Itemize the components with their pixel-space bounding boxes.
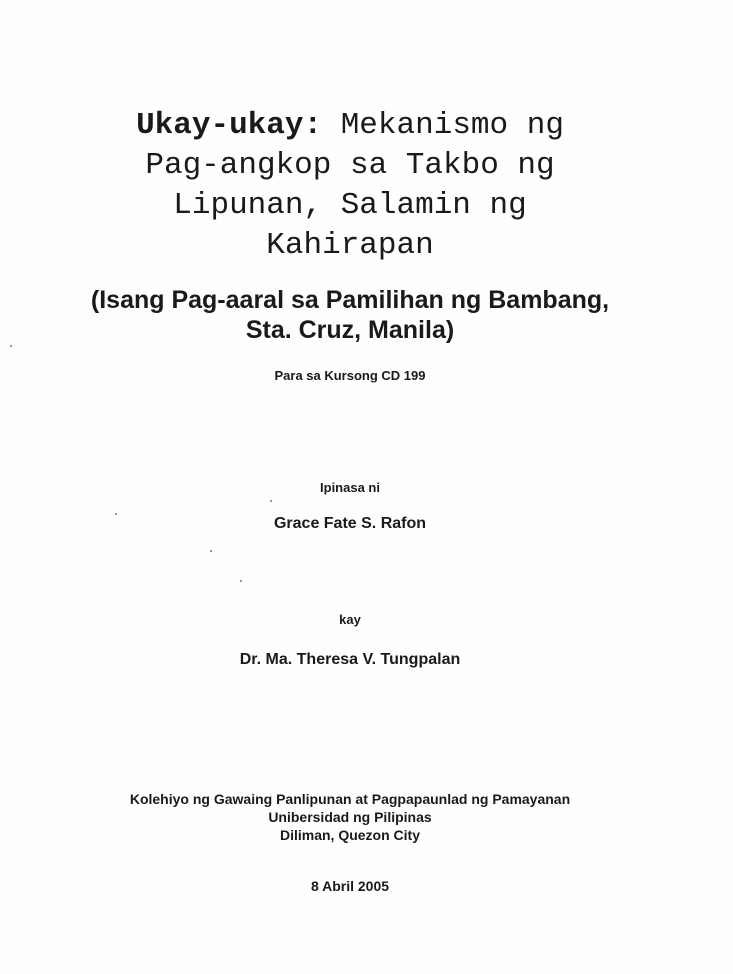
submitted-to-label: kay <box>339 612 361 627</box>
college-name: Kolehiyo ng Gawaing Panlipunan at Pagpapaunlad ng Pamayanan <box>129 791 571 807</box>
scan-speck <box>115 513 117 515</box>
scan-speck <box>210 550 212 552</box>
course-line: Para sa Kursong CD 199 <box>274 368 426 383</box>
institution-block <box>0 790 700 844</box>
adviser-name: Dr. Ma. Theresa V. Tungpalan <box>239 651 461 668</box>
thesis-subtitle <box>0 285 700 345</box>
title-line-4: Kahirapan <box>266 228 434 263</box>
title-bold-term: Ukay-ukay: <box>136 108 323 143</box>
submission-date: 8 Abril 2005 <box>310 878 390 894</box>
subtitle-line-2: Sta. Cruz, Manila) <box>245 316 455 344</box>
scan-speck <box>10 345 12 347</box>
title-line-1 <box>0 106 700 146</box>
subtitle-line-1: (Isang Pag-aaral sa Pamilihan ng Bambang, <box>90 286 610 314</box>
title-line-1-rest: Mekanismo ng <box>322 108 564 143</box>
scan-speck <box>240 580 242 582</box>
author-name: Grace Fate S. Rafon <box>273 515 427 532</box>
title-line-3: Lipunan, Salamin ng <box>173 188 527 223</box>
scan-speck <box>270 500 272 502</box>
university-location: Diliman, Quezon City <box>279 827 420 843</box>
thesis-title <box>0 106 700 266</box>
submitted-by-label: Ipinasa ni <box>320 480 380 495</box>
university-name: Unibersidad ng Pilipinas <box>268 809 432 825</box>
title-line-2: Pag-angkop sa Takbo ng <box>145 148 555 183</box>
